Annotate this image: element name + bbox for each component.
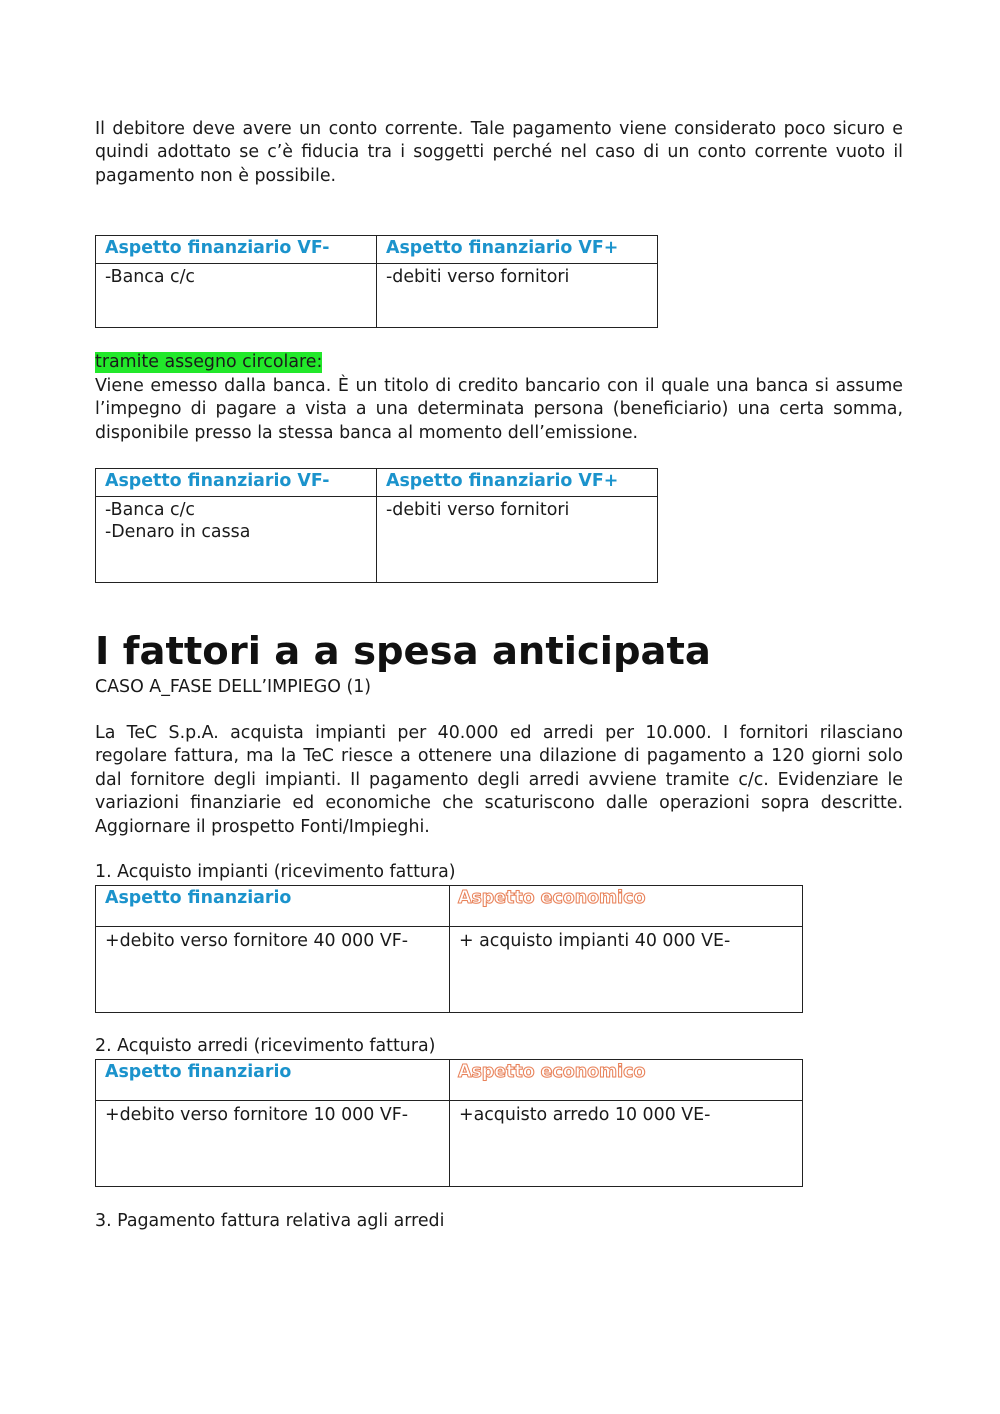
intro-paragraph: Il debitore deve avere un conto corrente. Tale pagamento viene considerato poco sicuro e quindi adottato se c’è fiducia tra i soggetti perché nel caso di un conto corrente vuoto il pagamento non è possibile.: [95, 119, 903, 186]
step-2-label: 2. Acquisto arredi (ricevimento fattura): [95, 1036, 436, 1056]
step1-header-left: Aspetto finanziario: [96, 886, 450, 927]
step2-header-left: Aspetto finanziario: [96, 1060, 450, 1101]
finance-table-2: [95, 468, 658, 583]
step-1-table: [95, 885, 803, 1013]
table2-header-right: Aspetto finanziario VF+: [377, 469, 658, 497]
step2-header-right: Aspetto economico: [450, 1060, 803, 1101]
assegno-paragraph: Viene emesso dalla banca. È un titolo di credito bancario con il quale una banca si assume l’impegno di pagare a vista a una determinata persona (beneficiario) una certa somma, disponibile presso la stessa banca al momento dell’emissione.: [95, 376, 903, 443]
section-title-block: [95, 630, 711, 674]
step-1-label-block: [95, 861, 456, 884]
step-3-label-block: [95, 1210, 444, 1233]
step-2-table-block: [95, 1059, 803, 1187]
step-1-table-block: [95, 885, 803, 1013]
step-2-label-block: [95, 1035, 435, 1058]
case-label: CASO A_FASE DELL’IMPIEGO (1): [95, 677, 372, 697]
table2-left-line-2: -Denaro in cassa: [105, 522, 251, 542]
table1-cell-left: [96, 264, 377, 328]
step2-cell-right: +acquisto arredo 10 000 VE-: [450, 1101, 803, 1187]
section-title: I fattori a a spesa anticipata: [95, 629, 711, 674]
step-2-table: [95, 1059, 803, 1187]
case-paragraph-block: [95, 722, 903, 839]
highlighted-heading: tramite assegno circolare:: [95, 352, 323, 372]
table1-right-line: -debiti verso fornitori: [386, 267, 570, 287]
step1-header-right: Aspetto economico: [450, 886, 803, 927]
table2-right-line: -debiti verso fornitori: [386, 500, 570, 520]
table1-header-right: Aspetto finanziario VF+: [377, 236, 658, 264]
finance-table-1: [95, 235, 658, 328]
step1-cell-left: +debito verso fornitore 40 000 VF-: [96, 927, 450, 1013]
step-3-label: 3. Pagamento fattura relativa agli arredi: [95, 1211, 445, 1231]
table2-cell-left: [96, 497, 377, 583]
assegno-paragraph-block: [95, 375, 903, 445]
table1-header-left: Aspetto finanziario VF-: [96, 236, 377, 264]
intro-paragraph-block: [95, 118, 903, 188]
step-1-label: 1. Acquisto impianti (ricevimento fattura): [95, 862, 456, 882]
table1-cell-right: [377, 264, 658, 328]
table-1-block: [95, 235, 658, 328]
table2-cell-right: [377, 497, 658, 583]
table-2-block: [95, 468, 658, 583]
table1-left-line: -Banca c/c: [105, 267, 195, 287]
case-label-block: [95, 676, 371, 699]
table2-left-line-1: -Banca c/c: [105, 500, 195, 520]
step2-cell-left: +debito verso fornitore 10 000 VF-: [96, 1101, 450, 1187]
step1-cell-right: + acquisto impianti 40 000 VE-: [450, 927, 803, 1013]
case-paragraph: La TeC S.p.A. acquista impianti per 40.000 ed arredi per 10.000. I fornitori rilasciano regolare fattura, ma la TeC riesce a ottenere una dilazione di pagamento a 120 giorni solo dal fornitore degli impianti. Il pagamento degli arredi avviene tramite c/c. Evidenziare le variazioni finanziarie ed economiche che scaturiscono dalle operazioni sopra descritte. Aggiornare il prospetto Fonti/Impieghi.: [95, 723, 903, 837]
highlight-heading-block: [95, 352, 322, 373]
table2-header-left: Aspetto finanziario VF-: [96, 469, 377, 497]
